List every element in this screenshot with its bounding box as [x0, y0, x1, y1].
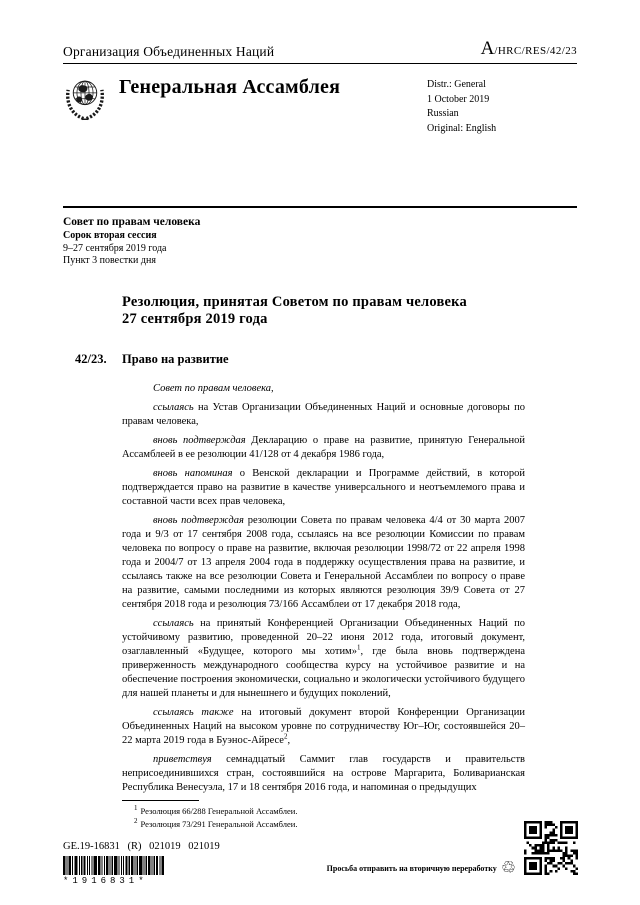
- council-name: Совет по правам человека: [63, 216, 201, 228]
- doc-symbol-rest: /HRC/RES/42/23: [494, 45, 577, 57]
- barcode: [63, 856, 165, 886]
- resolution-title-line1: Резолюция, принятая Советом по правам человека: [122, 293, 467, 310]
- footnote-text: Резолюция 73/291 Генеральной Ассамблеи.: [140, 818, 298, 829]
- page-title: Генеральная Ассамблея: [119, 76, 341, 98]
- footnote-text: Резолюция 66/288 Генеральной Ассамблеи.: [140, 805, 298, 816]
- doc-symbol: [481, 38, 577, 60]
- distr-original: Original: English: [427, 122, 497, 134]
- un-emblem-icon: [63, 73, 107, 123]
- masthead: [63, 73, 577, 136]
- paragraph: [122, 382, 525, 396]
- paragraph-text: ,: [287, 734, 291, 746]
- paragraph: [122, 706, 525, 748]
- footnote: [122, 818, 577, 831]
- resolution-body: [122, 382, 525, 795]
- paragraph-lead: вновь подтверждая: [153, 514, 244, 526]
- doc-symbol-letter: A: [480, 38, 495, 59]
- paragraph-text: резолюции Совета по правам человека 4/4 от 30 марта 2007 года и 9/3 от 17 сентября 2008 года, ссылаясь на все резолюции Комиссии по правам человека по вопросу о праве на развитие, включая резолюции 1998/72 от 22 апреля 1998 года и 2004/7 от 13 апреля 2004 года в поддержку осуществления права на развитие, и ссылаясь также на все резолюции Совета и Генеральной Ассамблеи по вопросу о праве на развитие, самыми последними из которых являются резолюция 39/9 Совета от 27 сентября 2018 года и резолюция 73/166 Ассамблеи от 17 декабря 2018 года,: [122, 514, 525, 610]
- session-block: [63, 215, 577, 268]
- footnote-ref: 2: [283, 732, 288, 740]
- distr-language: Russian: [427, 108, 459, 119]
- barcode-label: *1916831*: [63, 876, 148, 886]
- paragraph: [122, 401, 525, 429]
- qr-code-image: [524, 821, 578, 875]
- resolution-heading: [75, 352, 577, 367]
- paragraph-text: , где была вновь подтверждена приверженность международного сообщества курсу на устойчивое развитие и на обеспечение построения экономически, социально и экологически устойчивого будущего для нашей планеты и для нынешнего и будущих поколений,: [122, 645, 525, 699]
- recycle-text: Просьба отправить на вторичную переработку: [326, 864, 497, 873]
- footnote: [122, 805, 577, 818]
- footnotes: [122, 800, 577, 831]
- barcode-bars: [63, 856, 165, 875]
- paragraph-lead: ссылаясь также: [153, 706, 234, 718]
- header-rule: [63, 63, 577, 64]
- masthead-rule: [63, 206, 577, 208]
- paragraph-text: Декларацию о праве на развитие, принятую Генеральной Ассамблеей в ее резолюции 41/128 от 4 декабря 1986 года,: [122, 434, 526, 460]
- recycle-note: [327, 860, 516, 877]
- footnote-marker: 2: [134, 816, 138, 825]
- recycle-icon: ♲: [500, 858, 516, 878]
- paragraph-text: о Венской декларации и Программе действий, в которой подтверждается право на развитие в качестве универсального и неотъемлемого права и составной части всех прав человека,: [122, 467, 525, 507]
- distribution-block: [427, 78, 577, 136]
- paragraph-text: на Устав Организации Объединенных Наций и основные договоры по правам человека,: [122, 401, 525, 427]
- footnote-marker: 1: [134, 803, 138, 812]
- paragraph: [122, 753, 525, 795]
- resolution-subject: Право на развитие: [122, 351, 229, 366]
- paragraph: [122, 617, 525, 701]
- paragraph-text: на итоговый документ второй Конференции Организации Объединенных Наций на высоком уровне по сотрудничеству Юг–Юг, состоявшейся 20–22 марта 2019 года в Буэнос-Айресе: [122, 706, 525, 746]
- qr-code: [524, 821, 578, 875]
- resolution-number: 42/23.: [75, 351, 107, 366]
- paragraph-lead: ссылаясь: [153, 617, 194, 629]
- ge-number: GE.19-16831 (R) 021019 021019: [63, 841, 220, 852]
- agenda-item: Пункт 3 повестки дня: [63, 255, 156, 266]
- paragraph-lead: ссылаясь: [153, 401, 194, 413]
- distr-date: 1 October 2019: [427, 93, 490, 105]
- paragraph-lead: приветствуя: [153, 753, 212, 765]
- footnote-separator: [122, 800, 199, 801]
- resolution-title: [122, 294, 577, 329]
- resolution-title-line2: 27 сентября 2019 года: [122, 311, 268, 327]
- document-header: [63, 38, 577, 60]
- org-name: Организация Объединенных Наций: [63, 44, 275, 59]
- paragraph: [122, 467, 525, 509]
- session-title: Сорок вторая сессия: [63, 230, 157, 241]
- distr-type: Distr.: General: [427, 79, 486, 90]
- paragraph-lead: вновь напоминая: [153, 467, 233, 479]
- paragraph-text: на принятый Конференцией Организации Объединенных Наций по устойчивому развитию, проведенной 20–22 июня 2012 года, итоговый документ, озаглавленный «Будущее, которого мы хотим»: [122, 617, 525, 657]
- session-dates: 9–27 сентября 2019 года: [63, 242, 167, 254]
- paragraph-text: семнадцатый Саммит глав государств и правительств неприсоединившихся стран, состоявшийся на острове Маргарита, Боливарианская Республика Венесуэла, 17 и 18 сентября 2016 года, и напоминая о предыдущих: [122, 753, 525, 793]
- paragraph: [122, 434, 525, 462]
- paragraph-lead: вновь подтверждая: [153, 434, 246, 446]
- footnote-ref: 1: [356, 643, 361, 651]
- paragraph: [122, 514, 525, 612]
- paragraph-lead: Совет по правам человека,: [153, 382, 274, 394]
